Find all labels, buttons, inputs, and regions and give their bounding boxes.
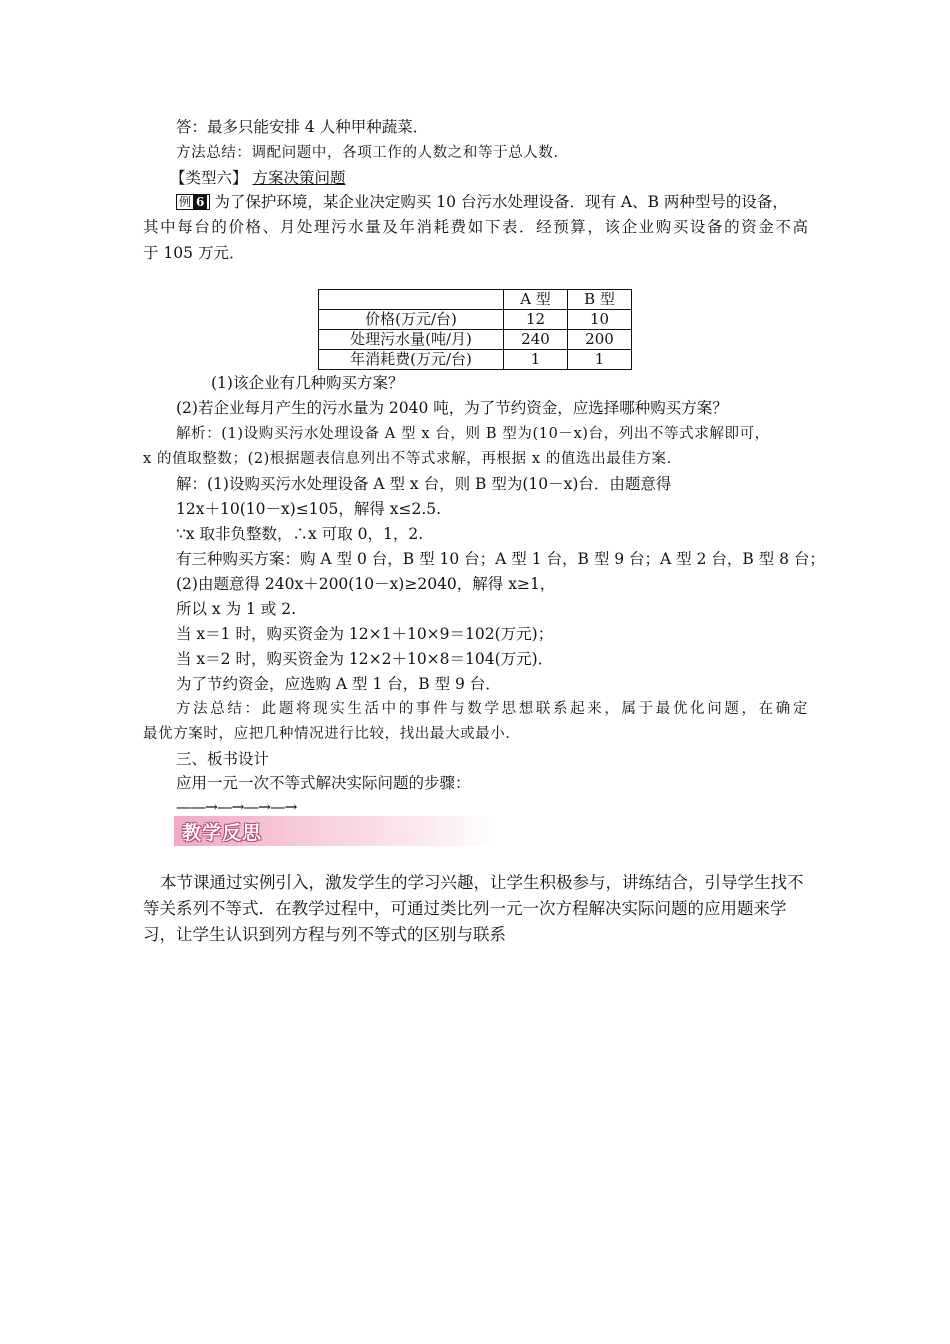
type-title: 方案决策问题 <box>252 169 346 187</box>
table-cell: 价格(万元/台) <box>319 310 504 330</box>
table-cell: 年消耗费(万元/台) <box>319 350 504 370</box>
table-cell: 1 <box>504 350 568 370</box>
table-row <box>319 310 632 330</box>
board-design-title: 三、板书设计 <box>176 750 270 768</box>
reflection-banner-title: 教学反思 <box>182 822 263 844</box>
solution-line-7: 当 x＝1 时，购买资金为 12×1＋10×9＝102(万元)； <box>176 625 554 643</box>
solution-line-8: 当 x＝2 时，购买资金为 12×2＋10×8＝104(万元)． <box>176 650 554 668</box>
table-cell: 10 <box>568 310 632 330</box>
table-cell: 240 <box>504 330 568 350</box>
type-heading <box>170 167 345 189</box>
example-number: 6 <box>193 195 207 209</box>
analysis-line-1: 解析：(1)设购买污水处理设备 A 型 x 台，则 B 型为(10－x)台，列出不等式求解即可， <box>176 426 770 442</box>
method-summary-2b: 最优方案时，应把几种情况进行比较，找出最大或最小． <box>143 726 521 742</box>
example-label: 例 <box>179 195 192 209</box>
example-line-2: 其中每台的价格、月处理污水量及年消耗费如下表．经预算，该企业购买设备的资金不高 <box>143 218 808 236</box>
solution-line-9: 为了节约资金，应选购 A 型 1 台，B 型 9 台． <box>176 675 501 693</box>
board-design-desc: 应用一元一次不等式解决实际问题的步骤： <box>176 774 471 792</box>
reflection-banner <box>174 816 498 846</box>
reflection-text: 本节课通过实例引入，激发学生的学习兴趣，让学生积极参与，讲练结合，引导学生找不等关系列不等式．在教学过程中，可通过类比列一元一次方程解决实际问题的应用题来学习，让学生认识到列方程与列不等式的区别与联系 <box>143 873 804 944</box>
table-cell: 200 <box>568 330 632 350</box>
table-cell: 1 <box>568 350 632 370</box>
table-row <box>319 350 632 370</box>
table-header-cell <box>319 290 504 310</box>
method-summary-2a: 方法总结：此题将现实生活中的事件与数学思想联系起来，属于最优化问题，在确定 <box>176 701 808 717</box>
question-2: (2)若企业每月产生的污水量为 2040 吨，为了节约资金，应选择哪种购买方案？ <box>176 399 728 417</box>
table-header-cell: B 型 <box>568 290 632 310</box>
example-line-3: 于 105 万元． <box>143 244 245 262</box>
table-row <box>319 330 632 350</box>
solution-line-4: 有三种购买方案：购 A 型 0 台，B 型 10 台；A 型 1 台，B 型 9 台；A 型 2 台，B 型 8 台； <box>176 550 825 568</box>
example-text-1: 为了保护环境，某企业决定购买 10 台污水处理设备．现有 A、B 两种型号的设备， <box>214 193 788 211</box>
solution-line-6: 所以 x 为 1 或 2. <box>176 600 297 618</box>
type-label: 【类型六】 <box>170 169 248 187</box>
equipment-table <box>318 289 632 370</box>
table-header-cell: A 型 <box>504 290 568 310</box>
method-summary-1: 方法总结：调配问题中，各项工作的人数之和等于总人数． <box>176 145 569 161</box>
example-badge <box>176 194 210 210</box>
table-cell: 处理污水量(吨/月) <box>319 330 504 350</box>
board-design-steps: ——→—→—→—→ <box>176 798 297 816</box>
answer-line: 答：最多只能安排 4 人种甲种蔬菜． <box>176 118 429 136</box>
solution-line-5: (2)由题意得 240x＋200(10－x)≥2040，解得 x≥1， <box>176 575 556 593</box>
table-cell: 12 <box>504 310 568 330</box>
solution-line-1: 解：(1)设购买污水处理设备 A 型 x 台，则 B 型为(10－x)台．由题意得 <box>176 475 672 493</box>
table-header-row <box>319 290 632 310</box>
solution-line-3: ∵x 取非负整数，∴x 可取 0，1，2. <box>176 525 424 543</box>
example-line-1 <box>176 191 788 213</box>
question-1: (1)该企业有几种购买方案？ <box>211 374 404 392</box>
solution-line-2: 12x＋10(10－x)≤105，解得 x≤2.5. <box>176 500 442 518</box>
analysis-line-2: x 的值取整数；(2)根据题表信息列出不等式求解，再根据 x 的值选出最佳方案． <box>143 451 682 467</box>
